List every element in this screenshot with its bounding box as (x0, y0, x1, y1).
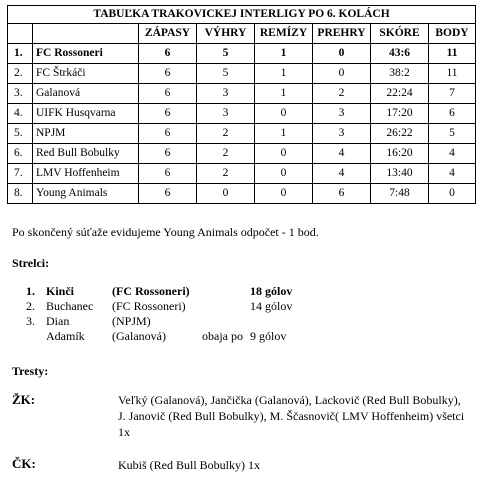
stat-cell: 3 (197, 104, 255, 124)
scorer-name: Dian (46, 314, 70, 328)
scorer-team: (NPJM) (112, 314, 151, 328)
header-cell: REMÍZY (255, 24, 313, 44)
team-cell: FC Štrkáči (33, 64, 139, 84)
header-cell: BODY (429, 24, 476, 44)
yellow-cards-text: Veľký (Galanová), Jančička (Galanová), Lackovič (Red Bull Bobulky), J. Janovič (Red Bull Bobulky), M. Ščasnovič( LMV Hoffenheim) všetci 1x (118, 393, 465, 439)
scorer-name: Adamík (46, 329, 85, 343)
table-header-row (8, 24, 476, 44)
stat-cell: 13:40 (371, 164, 429, 184)
stat-cell: 6 (139, 64, 197, 84)
header-cell: PREHRY (313, 24, 371, 44)
stat-cell: 1 (255, 124, 313, 144)
stat-cell: 6 (139, 144, 197, 164)
team-cell: Red Bull Bobulky (33, 144, 139, 164)
scorer-goals: 18 gólov (250, 284, 293, 298)
stat-cell: 1 (255, 44, 313, 64)
stat-cell: 2 (197, 164, 255, 184)
stat-cell: 22:24 (371, 84, 429, 104)
yellow-cards-label: ŽK: (12, 392, 36, 407)
stat-cell: 11 (429, 64, 476, 84)
stat-cell: 4 (313, 144, 371, 164)
stat-cell: 1 (255, 84, 313, 104)
stat-cell: 11 (429, 44, 476, 64)
team-cell: UIFK Husqvarna (33, 104, 139, 124)
rank-cell: 2. (8, 64, 33, 84)
stat-cell: 0 (255, 144, 313, 164)
team-cell: LMV Hoffenheim (33, 164, 139, 184)
stat-cell: 5 (197, 44, 255, 64)
scorer-num: 3. (26, 314, 35, 328)
stat-cell: 6 (139, 184, 197, 204)
table-row (8, 64, 476, 84)
table-caption: TABUĽKA TRAKOVICKEJ INTERLIGY PO 6. KOLÁCH (8, 6, 476, 24)
red-cards-label: ČK: (12, 456, 36, 471)
stat-cell: 2 (313, 84, 371, 104)
rank-cell: 5. (8, 124, 33, 144)
stat-cell: 4 (429, 144, 476, 164)
stat-cell: 0 (429, 184, 476, 204)
stat-cell: 4 (313, 164, 371, 184)
scorers-heading: Strelci: (12, 256, 50, 270)
team-cell: Galanová (33, 84, 139, 104)
stat-cell: 5 (197, 64, 255, 84)
stat-cell: 0 (313, 44, 371, 64)
scorer-team: (FC Rossoneri) (112, 284, 190, 298)
rank-cell: 6. (8, 144, 33, 164)
scorer-team: (FC Rossoneri) (112, 299, 186, 313)
stat-cell: 6 (139, 104, 197, 124)
team-cell: NPJM (33, 124, 139, 144)
stat-cell: 6 (139, 164, 197, 184)
deduction-note: Po skončený súťaže evidujeme Young Animals odpočet - 1 bod. (12, 225, 319, 239)
header-cell (8, 24, 33, 44)
red-cards-text: Kubiš (Red Bull Bobulky) 1x (118, 458, 261, 472)
scorer-goals: 9 gólov (250, 329, 287, 343)
stat-cell: 2 (197, 124, 255, 144)
stat-cell: 16:20 (371, 144, 429, 164)
scorer-num: 1. (26, 284, 35, 298)
scorer-goals: 14 gólov (250, 299, 293, 313)
stat-cell: 5 (429, 124, 476, 144)
header-cell (33, 24, 139, 44)
stat-cell: 6 (429, 104, 476, 124)
stat-cell: 26:22 (371, 124, 429, 144)
table-row (8, 144, 476, 164)
rank-cell: 7. (8, 164, 33, 184)
rank-cell: 4. (8, 104, 33, 124)
stat-cell: 6 (139, 84, 197, 104)
stat-cell: 6 (139, 44, 197, 64)
header-cell: SKÓRE (371, 24, 429, 44)
rank-cell: 3. (8, 84, 33, 104)
table-row (8, 124, 476, 144)
stat-cell: 0 (255, 164, 313, 184)
stat-cell: 6 (313, 184, 371, 204)
stat-cell: 7:48 (371, 184, 429, 204)
table-body (8, 44, 476, 204)
stat-cell: 43:6 (371, 44, 429, 64)
scorer-extra: obaja po (202, 329, 243, 343)
stat-cell: 0 (255, 104, 313, 124)
stat-cell: 1 (255, 64, 313, 84)
rank-cell: 1. (8, 44, 33, 64)
table-row (8, 44, 476, 64)
stat-cell: 7 (429, 84, 476, 104)
header-cell: ZÁPASY (139, 24, 197, 44)
stat-cell: 4 (429, 164, 476, 184)
scorer-num: 2. (26, 299, 35, 313)
stat-cell: 3 (313, 124, 371, 144)
league-table (7, 5, 476, 204)
penalties-heading: Tresty: (12, 364, 49, 378)
team-cell: Young Animals (33, 184, 139, 204)
table-row (8, 84, 476, 104)
stat-cell: 0 (313, 64, 371, 84)
stat-cell: 0 (255, 184, 313, 204)
table-row (8, 104, 476, 124)
stat-cell: 38:2 (371, 64, 429, 84)
scorer-name: Buchanec (46, 299, 94, 313)
table-row (8, 164, 476, 184)
stat-cell: 3 (197, 84, 255, 104)
stat-cell: 17:20 (371, 104, 429, 124)
stat-cell: 3 (313, 104, 371, 124)
team-cell: FC Rossoneri (33, 44, 139, 64)
stat-cell: 6 (139, 124, 197, 144)
stat-cell: 0 (197, 184, 255, 204)
table-row (8, 184, 476, 204)
header-cell: VÝHRY (197, 24, 255, 44)
scorer-name: Kinči (46, 284, 75, 298)
stat-cell: 2 (197, 144, 255, 164)
scorer-team: (Galanová) (112, 329, 166, 343)
rank-cell: 8. (8, 184, 33, 204)
